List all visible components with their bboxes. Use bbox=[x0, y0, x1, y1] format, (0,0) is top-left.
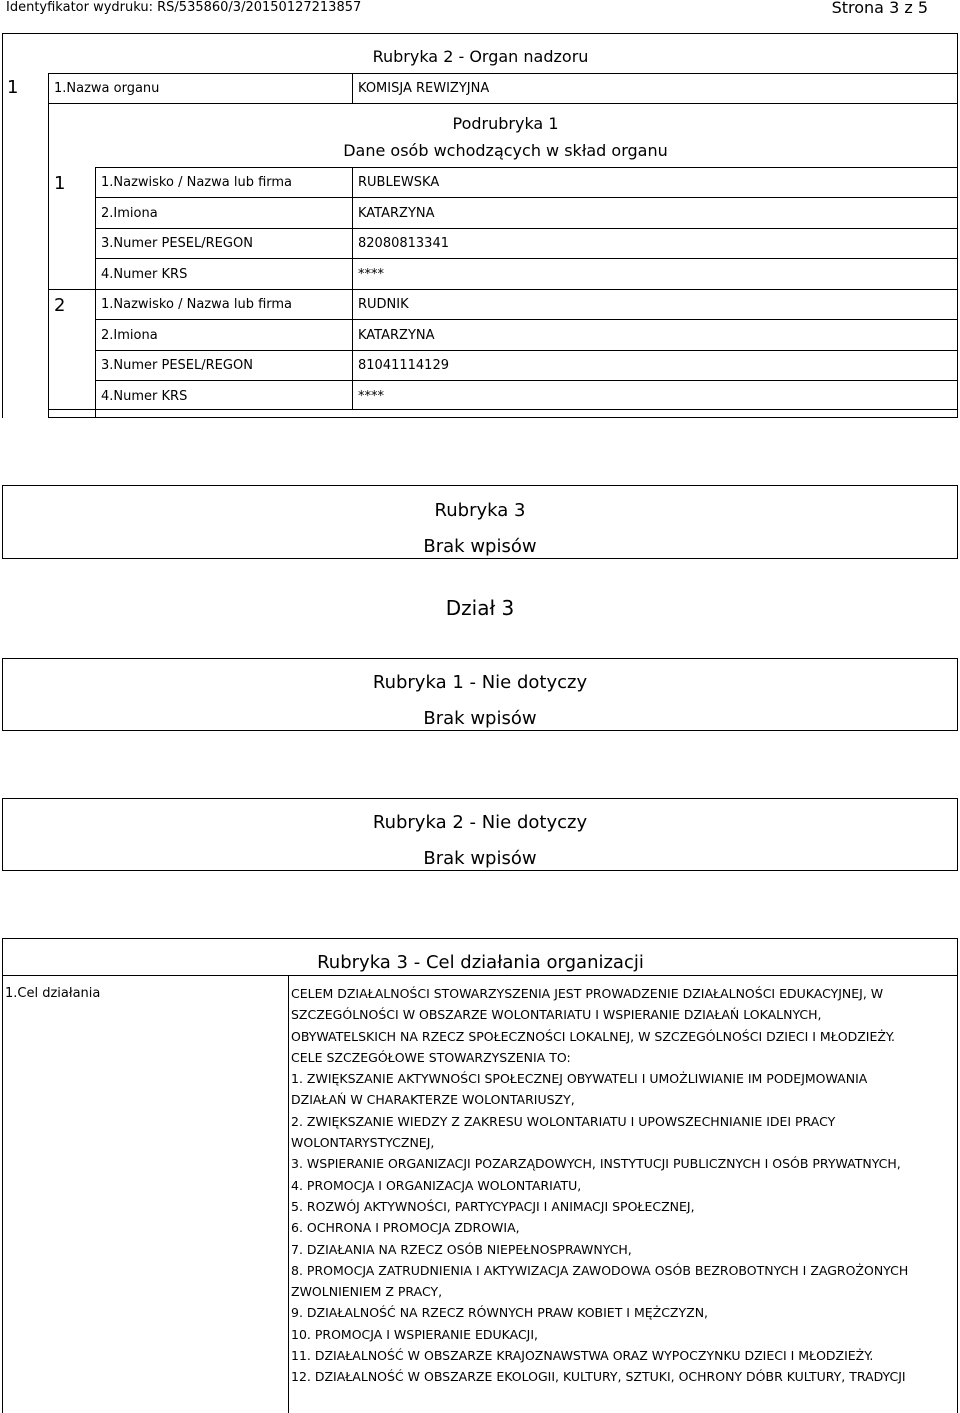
person-1-names-label: 2.Imiona bbox=[101, 206, 158, 221]
person-1-pesel-label: 3.Numer PESEL/REGON bbox=[101, 236, 253, 251]
organ-name-value: KOMISJA REWIZYJNA bbox=[358, 81, 490, 96]
person-2-surname-label: 1.Nazwisko / Nazwa lub firma bbox=[101, 297, 293, 312]
dzial-3-rubryka-3 bbox=[2, 938, 959, 1413]
rubryka-3-cel-title: Rubryka 3 - Cel działania organizacji bbox=[317, 952, 644, 973]
cel-line: 8. PROMOCJA ZATRUDNIENIA I AKTYWIZACJA ZAWODOWA OSÓB BEZROBOTNYCH I ZAGROŻONYCH bbox=[291, 1262, 909, 1278]
cel-line: 7. DZIAŁANIA NA RZECZ OSÓB NIEPEŁNOSPRAWNYCH, bbox=[291, 1241, 632, 1257]
cel-line: 3. WSPIERANIE ORGANIZACJI POZARZĄDOWYCH, INSTYTUCJI PUBLICZNYCH I OSÓB PRYWATNYCH, bbox=[291, 1156, 901, 1172]
person-2-krs-label: 4.Numer KRS bbox=[101, 389, 188, 404]
person-2-names-label: 2.Imiona bbox=[101, 328, 158, 343]
dzial-3-rubryka-2-title: Rubryka 2 - Nie dotyczy bbox=[372, 812, 588, 833]
cel-dzialania-text bbox=[291, 983, 908, 1388]
rubryka-3-title: Rubryka 3 bbox=[434, 500, 526, 521]
subsection-subtitle: Dane osób wchodzących w skład organu bbox=[343, 141, 668, 160]
cel-line: SZCZEGÓLNOŚCI W OBSZARZE WOLONTARIATU I WSPIERANIE DZIAŁAŃ LOKALNYCH, bbox=[291, 1007, 822, 1023]
cel-line: ZWOLNIENIEM Z PRACY, bbox=[291, 1284, 443, 1300]
cel-line: CELE SZCZEGÓŁOWE STOWARZYSZENIA TO: bbox=[291, 1049, 571, 1065]
person-1-pesel: 82080813341 bbox=[358, 236, 449, 251]
subsection-title: Podrubryka 1 bbox=[452, 114, 559, 133]
cel-line: CELEM DZIAŁALNOŚCI STOWARZYSZENIA JEST PROWADZENIE DZIAŁALNOŚCI EDUKACYJNEJ, W bbox=[291, 986, 884, 1001]
person-1-surname-label: 1.Nazwisko / Nazwa lub firma bbox=[101, 175, 293, 190]
dzial-3-rubryka-1-empty: Brak wpisów bbox=[423, 708, 537, 729]
section-title: Rubryka 2 - Organ nadzoru bbox=[372, 47, 589, 66]
rubryka-3 bbox=[2, 485, 958, 559]
page-number: Strona 3 z 5 bbox=[831, 0, 928, 17]
dzial-3-rubryka-2-empty: Brak wpisów bbox=[423, 848, 537, 869]
organ-name-label: 1.Nazwa organu bbox=[54, 81, 160, 96]
person-1-krs-label: 4.Numer KRS bbox=[101, 267, 188, 282]
cel-line: 1. ZWIĘKSZANIE AKTYWNOŚCI SPOŁECZNEJ OBYWATELI I UMOŻLIWIANIE IM PODEJMOWANIA bbox=[291, 1071, 868, 1087]
person-1-krs: **** bbox=[358, 267, 384, 282]
person-1-index: 1 bbox=[54, 173, 66, 194]
person-2-pesel-label: 3.Numer PESEL/REGON bbox=[101, 358, 253, 373]
dzial-3-title: Dział 3 bbox=[445, 596, 515, 620]
cel-line: 4. PROMOCJA I ORGANIZACJA WOLONTARIATU, bbox=[291, 1177, 582, 1193]
print-identifier: Identyfikator wydruku: RS/535860/3/20150127213857 bbox=[6, 0, 362, 15]
dzial-3-rubryka-1-title: Rubryka 1 - Nie dotyczy bbox=[372, 672, 588, 693]
person-2-krs: **** bbox=[358, 389, 384, 404]
cel-line: OBYWATELSKICH NA RZECZ SPOŁECZNOŚCI LOKALNEJ, W SZCZEGÓLNOŚCI DZIECI I MŁODZIEŻY. bbox=[291, 1028, 895, 1044]
person-1-names: KATARZYNA bbox=[358, 206, 435, 221]
cel-line: 11. DZIAŁALNOŚĆ W OBSZARZE KRAJOZNAWSTWA ORAZ WYPOCZYNKU DZIECI I MŁODZIEŻY. bbox=[291, 1348, 874, 1364]
cel-line: WOLONTARYSTYCZNEJ, bbox=[291, 1135, 435, 1151]
rubryka-3-empty: Brak wpisów bbox=[423, 536, 537, 557]
person-2-index: 2 bbox=[54, 295, 66, 316]
dzial-3-rubryka-1 bbox=[2, 658, 958, 731]
cel-line: 2. ZWIĘKSZANIE WIEDZY Z ZAKRESU WOLONTARIATU I UPOWSZECHNIANIE IDEI PRACY bbox=[291, 1113, 836, 1129]
cel-line: 6. OCHRONA I PROMOCJA ZDROWIA, bbox=[291, 1220, 520, 1236]
cel-line: 12. DZIAŁALNOŚĆ W OBSZARZE EKOLOGII, KULTURY, SZTUKI, OCHRONY DÓBR KULTURY, TRADYCJI bbox=[291, 1369, 906, 1385]
cel-line: DZIAŁAŃ W CHARAKTERZE WOLONTARIUSZY, bbox=[291, 1092, 575, 1108]
cel-line: 9. DZIAŁALNOŚĆ NA RZECZ RÓWNYCH PRAW KOBIET I MĘŻCZYZN, bbox=[291, 1305, 709, 1321]
cel-line: 10. PROMOCJA I WSPIERANIE EDUKACJI, bbox=[291, 1326, 539, 1342]
cel-line: 5. ROZWÓJ AKTYWNOŚCI, PARTYCYPACJI I ANIMACJI SPOŁECZNEJ, bbox=[291, 1198, 695, 1214]
organ-index: 1 bbox=[7, 77, 19, 98]
dzial-3-rubryka-2 bbox=[2, 798, 958, 871]
person-2-surname: RUDNIK bbox=[358, 297, 409, 312]
person-1-surname: RUBLEWSKA bbox=[358, 175, 440, 190]
person-2-pesel: 81041114129 bbox=[358, 358, 449, 373]
cel-dzialania-label: 1.Cel działania bbox=[5, 986, 101, 1001]
person-2-names: KATARZYNA bbox=[358, 328, 435, 343]
rubryka-2-organ-nadzoru bbox=[2, 33, 959, 418]
